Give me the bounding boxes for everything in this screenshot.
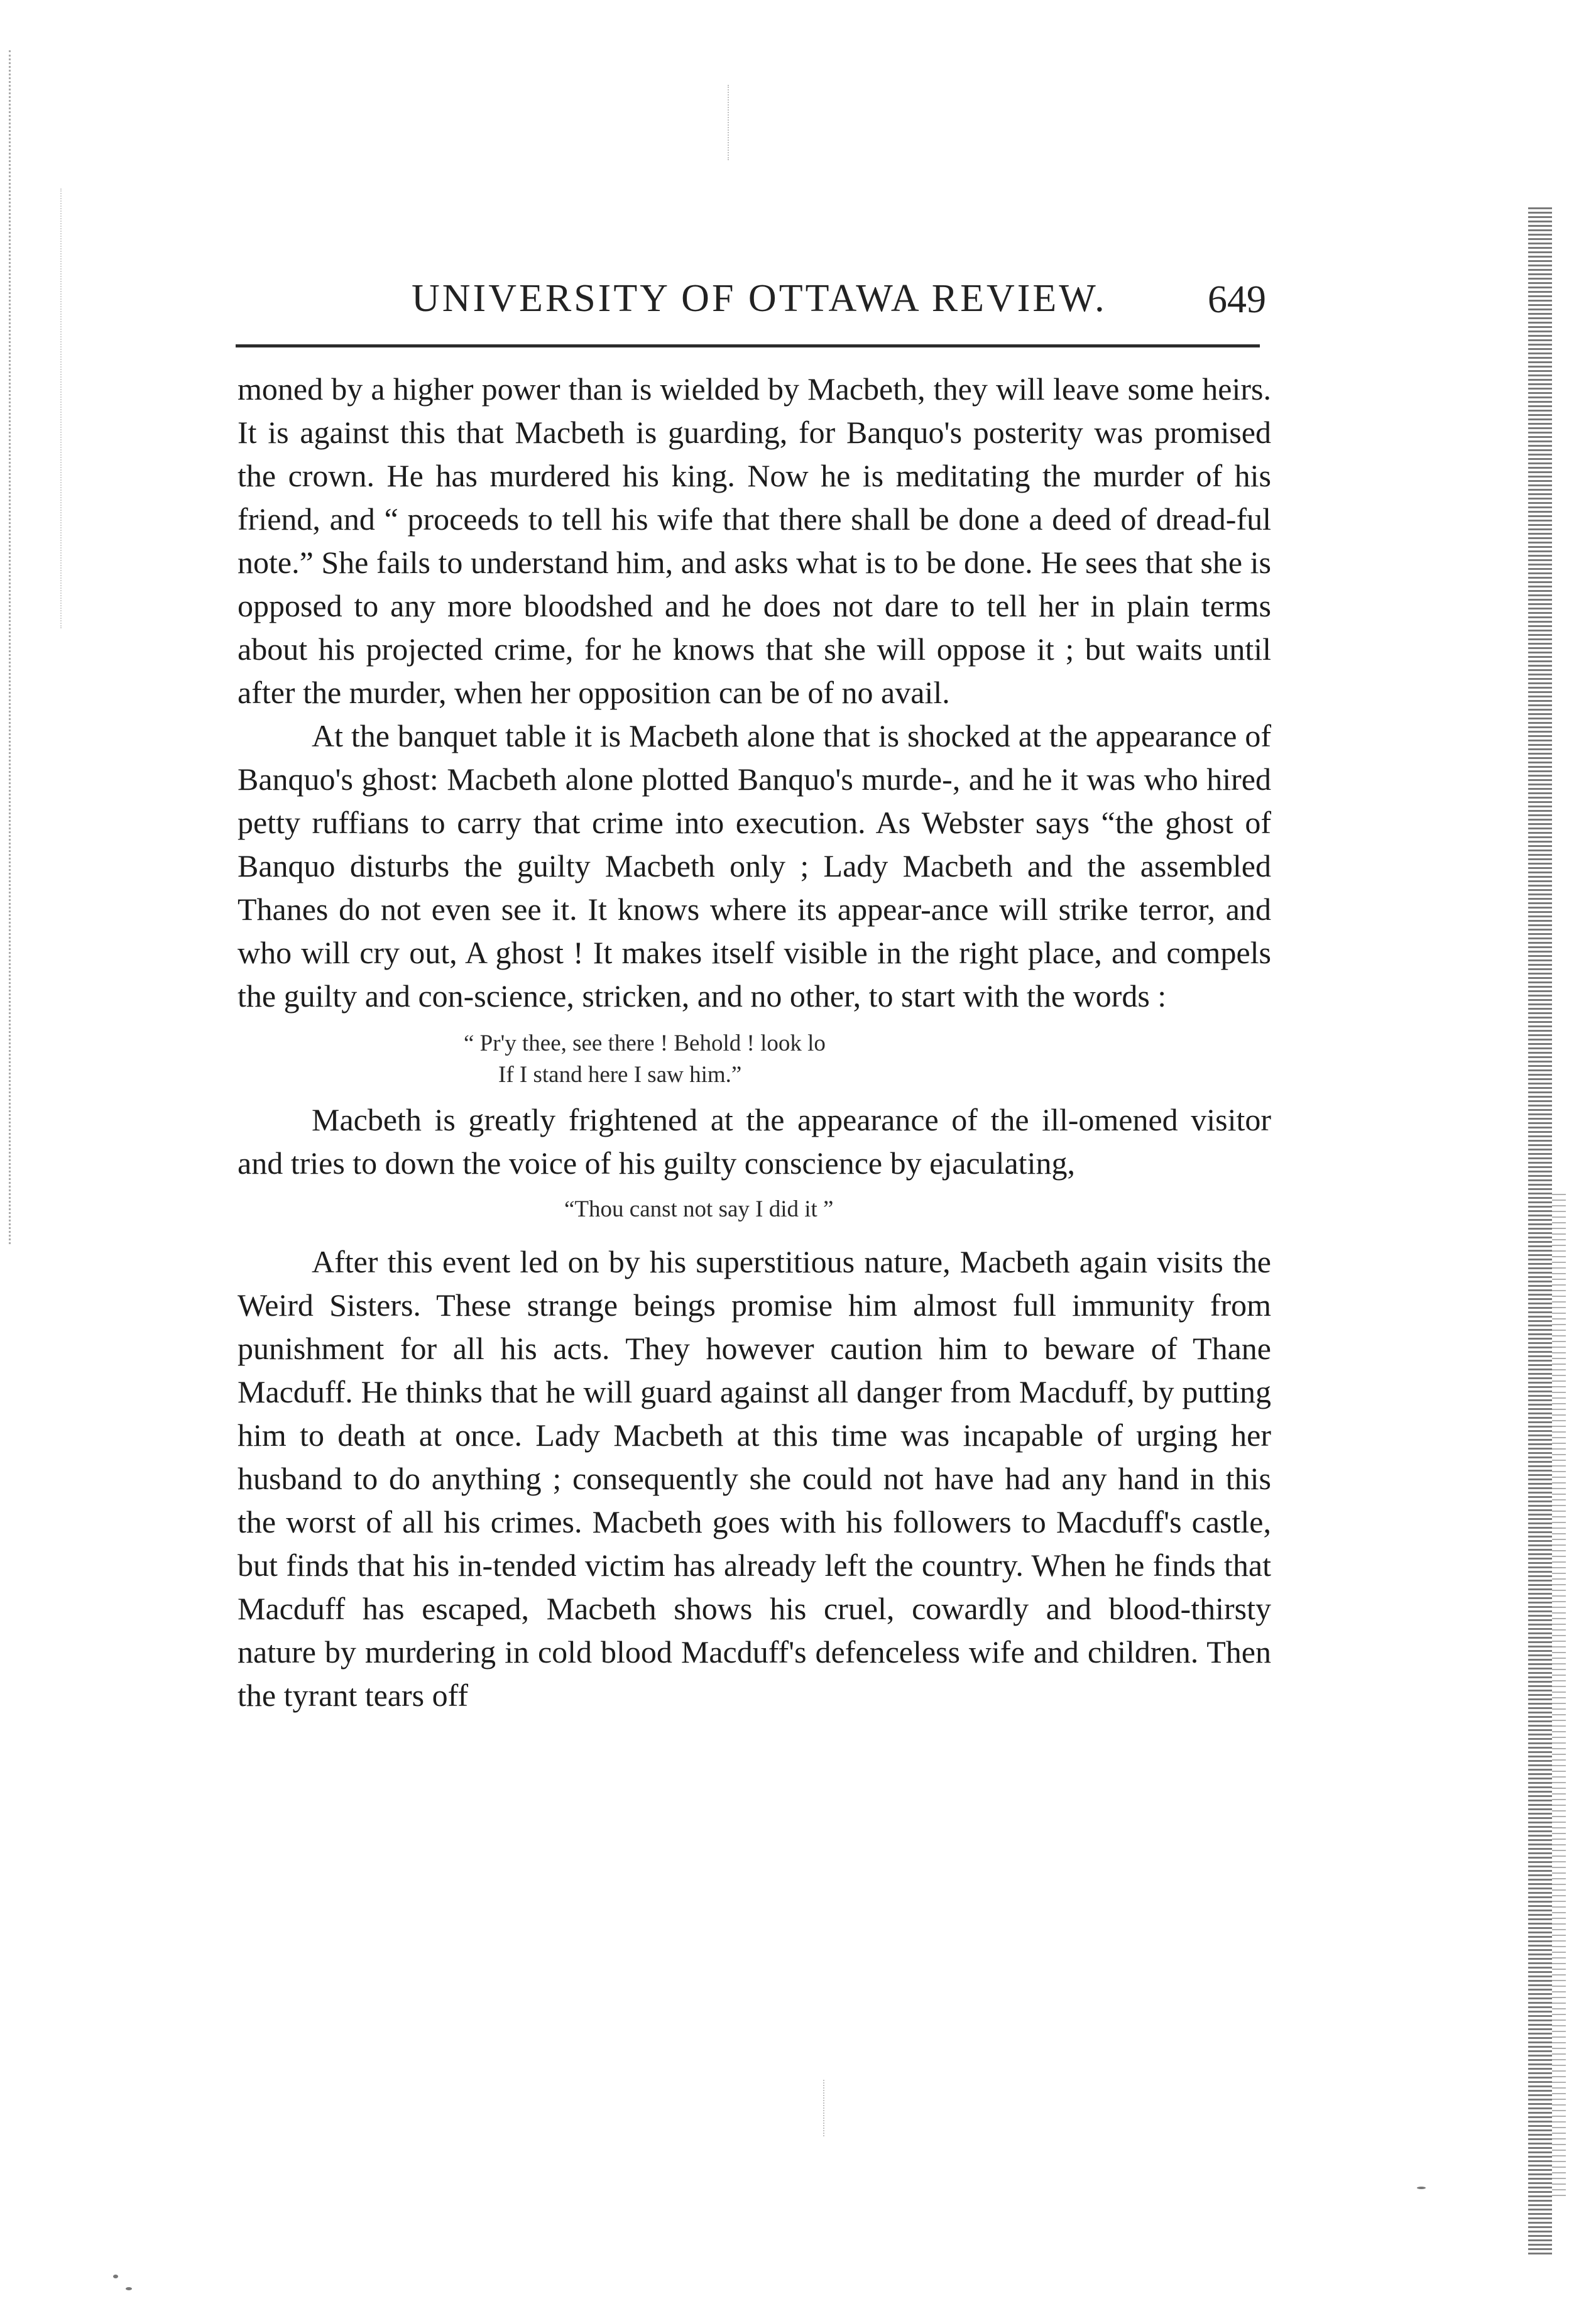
running-head [236,276,1266,327]
scan-edge-right [1528,207,1552,2256]
scan-edge-left-inner [60,189,63,628]
paragraph-banquet: At the banquet table it is Macbeth alone that is shocked at the appearance of Banquo's ghost: Macbeth alone plotted Banquo's murde-, and he it was who hired petty ruffians to carry that crime into execution. As Webster says “the ghost of Banquo disturbs the guilty Macbeth only ; Lady Macbeth and the assembled Thanes do not even see it. It knows where its appear-ance will strike terror, and who will cry out, A ghost ! It makes itself visible in the right place, and compels the guilty and con-science, stricken, and no other, to start with the words : [238,718,1271,1014]
paragraph-weird-sisters: After this event led on by his superstitious nature, Macbeth again visits the Weird Sisters. These strange beings promise him almost full immunity from punishment for all his acts. They however caution him to beware of Thane Macduff. He thinks that he will guard against all danger from Macduff, by putting him to death at once. Lady Macbeth at this time was incapable of urging her husband to do anything ; consequently she could not have had any hand in this the worst of all his crimes. Macbeth goes with his followers to Macduff's castle, but finds that his in-tended victim has already left the country. When he finds that Macduff has escaped, Macbeth shows his cruel, cowardly and blood-thirsty nature by murdering in cold blood Macduff's defenceless wife and children. Then the tyrant tears off [238,1244,1271,1713]
paragraph-frightened: Macbeth is greatly frightened at the appearance of the ill-omened visitor and tries to down the voice of his guilty conscience by ejaculating, [238,1102,1271,1181]
scan-speck [1417,2187,1426,2189]
scan-speck [126,2287,132,2290]
quote-line: If I stand here I saw him.” [498,1062,742,1088]
journal-title: UNIVERSITY OF OTTAWA REVIEW. [412,277,1107,320]
scan-edge-right-inner [1552,1194,1566,2199]
header-rule [236,344,1260,347]
block-quote-short: “Thou canst not say I did it ” [564,1196,834,1222]
page-number: 649 [1208,278,1266,321]
block-quote [238,1028,1271,1091]
scan-edge-left [9,50,14,1244]
scan-speck [113,2275,118,2278]
scan-mark-top [728,85,730,160]
article-body [238,368,1271,1717]
quote-line: “ Pr'y thee, see there ! Behold ! look lo [464,1030,826,1056]
scan-mark-bottom [823,2080,826,2136]
paragraph-continued: moned by a higher power than is wielded by Macbeth, they will leave some heirs. It is against this that Macbeth is guarding, for Banquo's posterity was promised the crown. He has murdered his king. Now he is meditating the murder of his friend, and “ proceeds to tell his wife that there shall be done a deed of dread-ful note.” She fails to understand him, and asks what is to be done. He sees that she is opposed to any more bloodshed and he does not dare to tell her in plain terms about his projected crime, for he knows that she will oppose it ; but waits until after the murder, when her opposition can be of no avail. [238,371,1271,710]
